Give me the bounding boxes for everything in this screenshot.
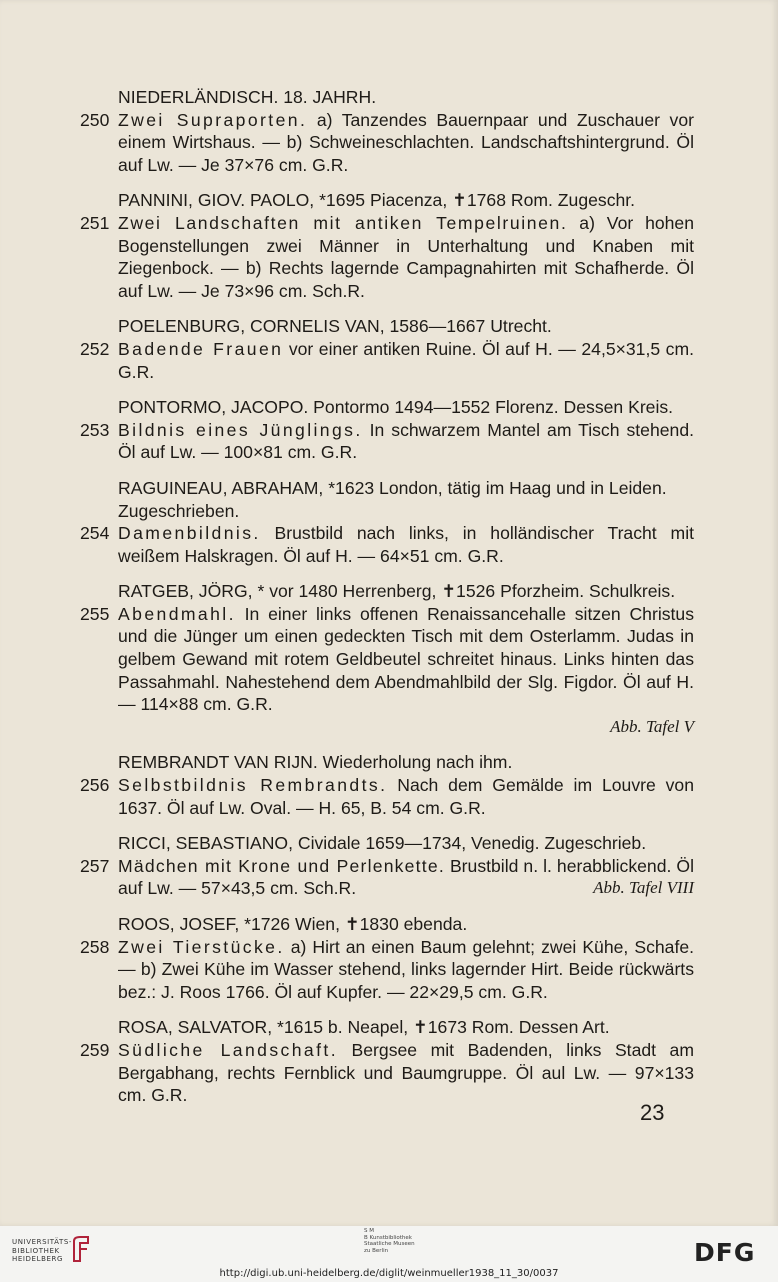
lot-entry [80,774,694,819]
page-number: 23 [640,1100,665,1125]
lot-number: 257 [80,855,110,876]
university-line: HEIDELBERG [12,1255,63,1263]
lot-number: 259 [80,1039,110,1060]
lot-number: 253 [80,419,110,440]
artist-heading: POELENBURG, CORNELIS VAN, 1586—1667 Utrecht. [118,316,552,337]
lot-description [118,603,694,716]
artist-heading: RICCI, SEBASTIANO, Cividale 1659—1734, Venedig. Zugeschrieb. [118,833,647,854]
lot-number: 254 [80,523,110,544]
lot-title: Bildnis eines Jünglings. [118,419,363,440]
lot-text: vor einer antiken Ruine. Öl auf H. — 24,5×31,5 cm. G.R. [118,338,694,382]
artist-heading: RATGEB, JÖRG, * vor 1480 Herrenberg, ✝1526 Pforzheim. Schulkreis. [118,581,676,602]
artist-heading: ROOS, JOSEF, *1726 Wien, ✝1830 ebenda. [118,914,468,934]
lot-title: Abendmahl. [118,603,236,624]
lot-title: Zwei Tierstücke. [118,936,285,957]
lot-text: Bergsee mit Badenden, links Stadt am Bergabhang, rechts Fernblick und Baumgruppe. Öl aul Lw. — 97×133 cm. G.R. [118,1039,695,1106]
lot-text: In schwarzem Mantel am Tisch stehend. Öl auf Lw. — 100×81 cm. G.R. [118,419,694,463]
artist-heading: ROSA, SALVATOR, *1615 b. Neapel, ✝1673 Rom. Dessen Art. [118,1017,610,1038]
digitization-footer [0,1226,778,1282]
lot-description [118,212,694,302]
lot-text: Brustbild nach links, in holländischer Tracht mit weißem Halskragen. Öl auf H. — 64×51 cm. G.R. [118,523,694,566]
source-url-link[interactable]: http://digi.ub.uni-heidelberg.de/diglit/weinmueller1938_11_30/0037 [219,1268,559,1279]
university-logo-icon [70,1235,92,1263]
artist-heading: RAGUINEAU, ABRAHAM, *1623 London, tätig im Haag und in Leiden. Zugeschrieben. [118,477,667,521]
artist-heading: PANNINI, GIOV. PAOLO, *1695 Piacenza, ✝1768 Rom. Zugeschr. [118,190,636,211]
university-library-label [12,1238,72,1264]
lot-entry [80,212,694,302]
lot-description [118,522,694,567]
lot-description [118,109,694,177]
lot-text: a) Hirt an einen Baum gelehnt; zwei Kühe, Schafe. — b) Zwei Kühe im Wasser stehend, links lagernder Hirt. Beide rückwärts bez.: J. Roos 1766. Öl auf Kupfer. — 22×29,5 cm. G.R. [118,936,694,1002]
lot-text: a) Tanzendes Bauernpaar und Zuschauer vor einem Wirtshaus. — b) Schweineschlachten. Landschaftshintergrund. Öl auf Lw. — Je 37×76 cm. G.R. [118,109,694,175]
lot-number: 252 [80,338,110,359]
lot-text: Brustbild n. l. herabblickend. Öl auf Lw. — 57×43,5 cm. Sch.R. [118,855,694,899]
artist-heading: REMBRANDT VAN RIJN. Wiederholung nach ihm. [118,752,513,773]
dfg-logo: DFG [694,1238,756,1267]
lot-entry [80,338,694,383]
lot-text: In einer links offenen Renaissancehalle sitzen Christus und die Jünger um einen gedeckten Tisch mit dem Osterlamm. Judas in gelbem Gewand mit rotem Geldbeutel schreitet hinaus. Links hinten das Passahmahl. Nahestehend dem Abendmahlbild der Slg. Figdor. Öl auf H. — 114×88 cm. G.R. [118,603,694,715]
lot-entry [80,936,694,1004]
lot-number: 250 [80,109,110,130]
lot-description [118,774,694,819]
lot-description [118,338,694,383]
lot-entry [80,109,694,177]
lot-title: Südliche Landschaft. [118,1039,338,1060]
catalog-entries [80,86,694,1107]
university-line: BIBLIOTHEK [12,1246,60,1255]
plate-reference: Abb. Tafel V [610,716,694,736]
lot-number: 258 [80,936,110,957]
lot-number: 256 [80,775,110,796]
university-line: UNIVERSITÄTS- [12,1238,73,1246]
lot-number: 255 [80,603,110,624]
lot-description [118,855,694,900]
lot-text: Nach dem Gemälde im Louvre von 1637. Öl auf Lw. Oval. — H. 65, B. 54 cm. G.R. [118,775,694,818]
artist-heading: PONTORMO, JACOPO. Pontormo 1494—1552 Florenz. Dessen Kreis. [118,397,674,418]
library-line: S M [364,1228,374,1234]
lot-title: Selbstbildnis Rembrandts. [118,775,388,796]
lot-title: Zwei Supraporten. [118,109,308,130]
lot-entry [80,855,694,900]
lot-description [118,1039,694,1107]
lot-entry [80,1039,694,1107]
library-line: Staatliche Museen [364,1241,415,1248]
lot-title: Zwei Landschaften mit antiken Tempelruinen. [118,212,568,233]
library-stamp [364,1228,464,1254]
library-line: B Kunstbibliothek [364,1234,412,1241]
lot-text: a) Vor hohen Bogenstellungen zwei Männer in Unterhaltung und Knaben mit Ziegenbock. — b) Rechts lagernde Campagnahirten mit Schafherde. Öl auf Lw. — Je 73×96 cm. Sch.R. [118,212,695,301]
lot-entry [80,603,694,716]
library-line: zu Berlin [364,1247,389,1254]
artist-heading: NIEDERLÄNDISCH. 18. JAHRH. [118,87,377,107]
lot-title: Badende Frauen [118,338,284,359]
plate-reference: Abb. Tafel VIII [593,878,694,898]
lot-entry [80,419,694,464]
lot-entry [80,522,694,567]
lot-description [118,936,694,1004]
lot-title: Mädchen mit Krone und Perlenkette. [118,855,445,876]
lot-number: 251 [80,212,110,233]
lot-description [118,419,694,464]
lot-title: Damenbildnis. [118,523,261,544]
